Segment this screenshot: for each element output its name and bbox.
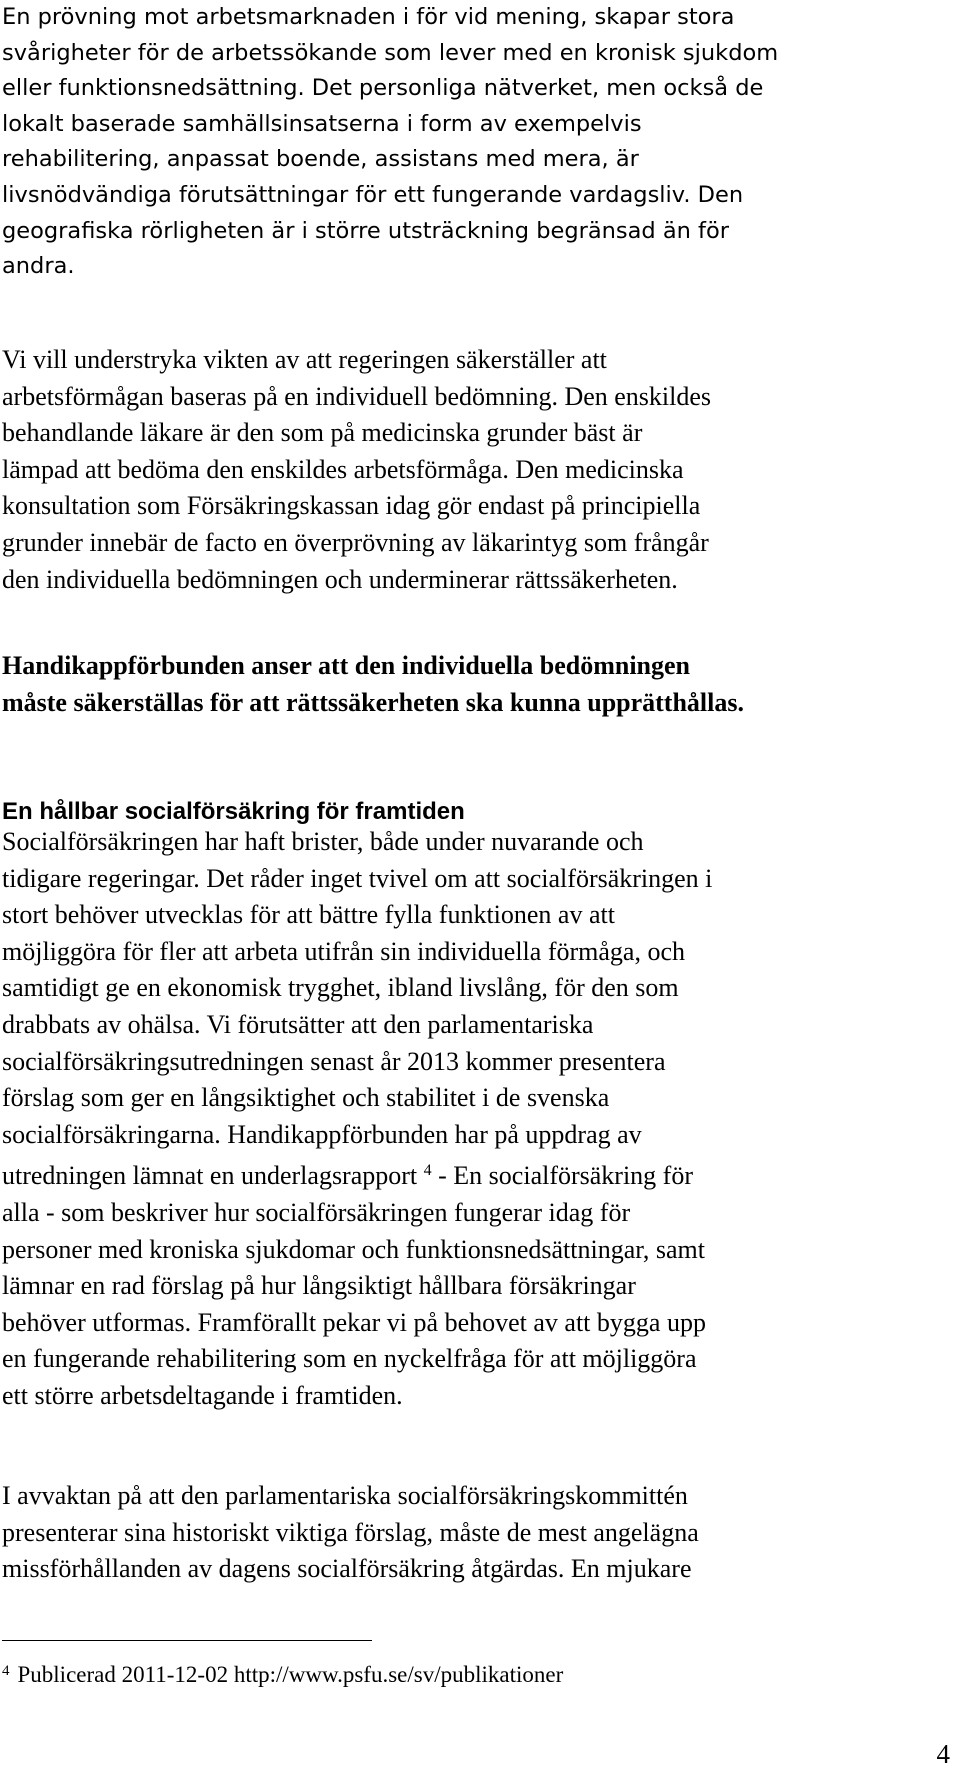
text-line: drabbats av ohälsa. Vi förutsätter att den parlamentariska [2, 1009, 594, 1039]
footnote [2, 1656, 563, 1690]
text-line: lokalt baserade samhällsinsatserna i form av exempelvis [2, 110, 642, 137]
text-line: samtidigt ge en ekonomisk trygghet, ibland livslång, för den som [2, 973, 679, 1003]
text-line: möjliggöra för fler att arbeta utifrån sin individuella förmåga, och [2, 936, 685, 966]
text-line: stort behöver utvecklas för att bättre fylla funktionen av att [2, 900, 615, 930]
text-line: eller funktionsnedsättning. Det personliga nätverket, men också de [2, 75, 764, 102]
text-line: Handikappförbunden anser att den individuella bedömningen [2, 651, 691, 680]
text-line: grunder innebär de facto en överprövning av läkarintyg som frångår [2, 527, 709, 557]
text-line: svårigheter för de arbetssökande som lever med en kronisk sjukdom [2, 39, 779, 66]
paragraph-individual-assessment [2, 342, 942, 598]
text-line: rehabilitering, anpassat boende, assistans med mera, är [2, 146, 639, 173]
page-number: 4 [936, 1739, 950, 1769]
text-line: lämpad att bedöma den enskildes arbetsförmåga. Den medicinska [2, 454, 684, 484]
paragraph-pending-committee [2, 1478, 942, 1588]
text-line: Vi vill understryka vikten av att regeringen säkerställer att [2, 345, 607, 374]
text-line: måste säkerställas för att rättssäkerheten ska kunna upprätthållas. [2, 687, 744, 717]
footnote-mark: 4 [2, 1663, 10, 1679]
text-line: En prövning mot arbetsmarknaden i för vid mening, skapar stora [2, 4, 735, 30]
text-line: den individuella bedömningen och underminerar rättssäkerheten. [2, 564, 678, 594]
footnote-divider [2, 1640, 372, 1641]
text-line-with-footnote-ref [2, 1153, 942, 1195]
text-fragment: utredningen lämnat en underlagsrapport [2, 1161, 424, 1191]
text-line: ett större arbetsdeltagande i framtiden. [2, 1380, 403, 1410]
footnote-text: Publicerad 2011-12-02 http://www.psfu.se/sv/publikationer [17, 1662, 564, 1687]
text-line: socialförsäkringsutredningen senast år 2013 kommer presentera [2, 1046, 666, 1076]
text-line: livsnödvändiga förutsättningar för ett fungerande vardagsliv. Den [2, 181, 744, 208]
text-line: lämnar en rad förslag på hur långsiktigt hållbara försäkringar [2, 1271, 636, 1301]
text-line: missförhållanden av dagens socialförsäkring åtgärdas. En mjukare [2, 1554, 692, 1584]
paragraph-bold-statement [2, 648, 942, 721]
text-line: socialförsäkringarna. Handikappförbunden har på uppdrag av [2, 1119, 642, 1149]
text-line: I avvaktan på att den parlamentariska socialförsäkringskommittén [2, 1481, 688, 1510]
text-line: behöver utformas. Framförallt pekar vi på behovet av att bygga upp [2, 1307, 706, 1337]
text-line: konsultation som Försäkringskassan idag gör endast på principiella [2, 491, 701, 521]
text-line: personer med kroniska sjukdomar och funktionsnedsättningar, samt [2, 1234, 705, 1264]
text-line: en fungerande rehabilitering som en nyckelfråga för att möjliggöra [2, 1344, 697, 1374]
text-line: presenterar sina historiskt viktiga förslag, måste de mest angelägna [2, 1517, 699, 1547]
section-heading: En hållbar socialförsäkring för framtiden [2, 798, 465, 825]
text-line: behandlande läkare är den som på medicinska grunder bäst är [2, 418, 643, 448]
text-line: tidigare regeringar. Det råder inget tvivel om att socialförsäkringen i [2, 863, 713, 893]
paragraph-labor-market [2, 0, 942, 285]
paragraph-social-insurance [2, 824, 942, 1415]
footnote-reference: 4 [423, 1162, 432, 1180]
text-line: alla - som beskriver hur socialförsäkringen fungerar idag för [2, 1197, 631, 1227]
text-line: geografiska rörligheten är i större utsträckning begränsad än för [2, 217, 729, 244]
text-line: Socialförsäkringen har haft brister, både under nuvarande och [2, 827, 644, 856]
text-line: förslag som ger en långsiktighet och stabilitet i de svenska [2, 1083, 610, 1113]
text-fragment: - En socialförsäkring för [431, 1161, 693, 1191]
text-line: andra. [2, 253, 75, 280]
text-line: arbetsförmågan baseras på en individuell bedömning. Den enskildes [2, 381, 712, 411]
